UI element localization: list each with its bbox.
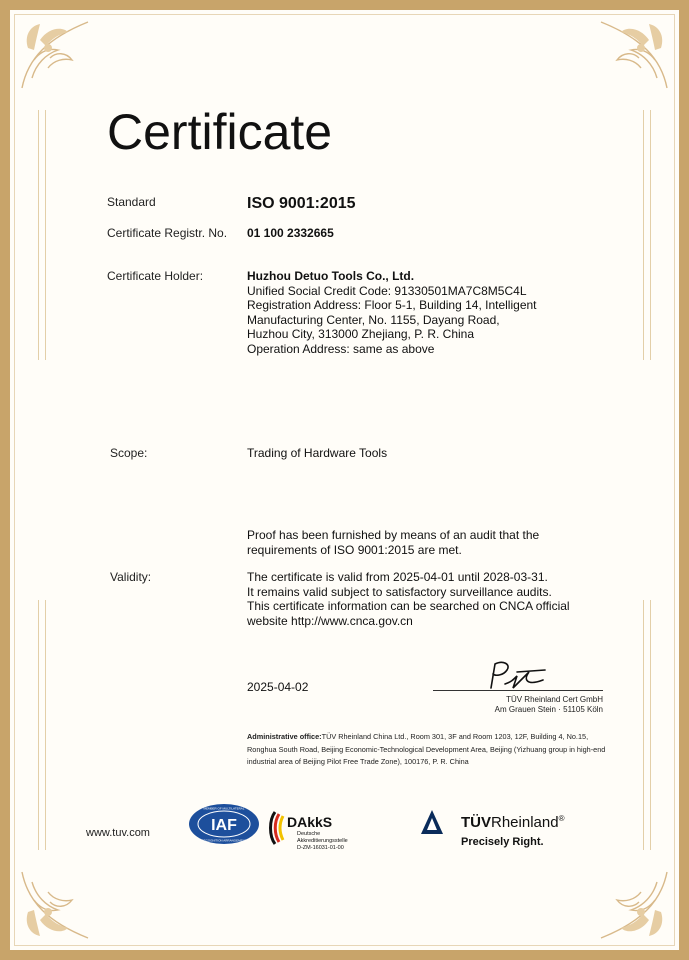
holder-label: Certificate Holder: bbox=[107, 269, 204, 283]
corner-ornament-bottom-left bbox=[18, 868, 92, 942]
corner-ornament-top-right bbox=[597, 18, 671, 92]
svg-text:DAkkS: DAkkS bbox=[287, 814, 333, 830]
admin-office bbox=[247, 731, 617, 769]
issuer-name: TÜV Rheinland Cert GmbH bbox=[506, 695, 603, 704]
corner-ornament-bottom-right bbox=[597, 868, 671, 942]
proof-statement bbox=[247, 528, 539, 557]
signature bbox=[483, 658, 553, 692]
validity-line: It remains valid subject to satisfactory surveillance audits. bbox=[247, 584, 552, 599]
svg-text:Deutsche: Deutsche bbox=[297, 831, 321, 837]
holder-name: Huzhou Detuo Tools Co., Ltd. bbox=[247, 269, 415, 283]
corner-ornament-top-left bbox=[18, 18, 92, 92]
holder-line: Manufacturing Center, No. 1155, Dayang Road, bbox=[247, 312, 500, 327]
registration-label: Certificate Registr. No. bbox=[107, 226, 228, 240]
svg-text:MEMBER OF MULTILATERAL: MEMBER OF MULTILATERAL bbox=[203, 806, 245, 811]
signature-line bbox=[433, 690, 603, 691]
holder-line: Registration Address: Floor 5-1, Building 14, Intelligent bbox=[247, 298, 537, 312]
issue-date: 2025-04-02 bbox=[247, 680, 309, 694]
validity-line: This certificate information can be searched on CNCA official bbox=[247, 599, 570, 613]
tuv-brand-rest: Rheinland bbox=[491, 814, 559, 831]
tuv-registered-mark: ® bbox=[558, 814, 565, 823]
validity-line: The certificate is valid from 2025-04-01 until 2028-03-31. bbox=[247, 570, 548, 584]
tuv-brand-name bbox=[461, 814, 564, 831]
issuer-address bbox=[433, 695, 603, 715]
iaf-logo bbox=[188, 803, 260, 845]
admin-office-label: Administrative office: bbox=[247, 732, 322, 741]
side-ornament-left-bottom bbox=[38, 600, 46, 850]
svg-text:Akkreditierungsstelle: Akkreditierungsstelle bbox=[297, 838, 348, 844]
registration-number: 01 100 2332665 bbox=[247, 226, 334, 240]
proof-line: Proof has been furnished by means of an audit that the bbox=[247, 528, 540, 542]
svg-text:IAF: IAF bbox=[211, 817, 237, 834]
svg-text:D-ZM-16031-01-00: D-ZM-16031-01-00 bbox=[297, 845, 344, 851]
website: www.tuv.com bbox=[86, 827, 150, 839]
scope-label: Scope: bbox=[110, 446, 148, 460]
validity-line: website http://www.cnca.gov.cn bbox=[247, 613, 413, 628]
admin-office-text: TÜV Rheinland China Ltd., Room 301, 3F and Room 1203, 12F, Building 4, No.15, Ronghua South Road, Beijing Economic-Technological Development Area, Beijing (Yizhuang group in high-end industrial area of Beijing Pilot Free Trade Zone), 100176, P. R. China bbox=[247, 732, 606, 766]
dakks-logo bbox=[265, 802, 375, 854]
holder-line: Operation Address: same as above bbox=[247, 341, 435, 356]
standard-value: ISO 9001:2015 bbox=[247, 195, 356, 212]
standard-label: Standard bbox=[107, 195, 156, 209]
side-ornament-right-top bbox=[643, 110, 651, 360]
certificate-title: Certificate bbox=[107, 104, 333, 160]
holder-block bbox=[247, 269, 537, 356]
holder-line: Unified Social Credit Code: 91330501MA7C8M5C4L bbox=[247, 283, 527, 298]
proof-line: requirements of ISO 9001:2015 are met. bbox=[247, 542, 462, 557]
side-ornament-right-bottom bbox=[643, 600, 651, 850]
issuer-street: Am Grauen Stein · 51105 Köln bbox=[494, 705, 603, 714]
side-ornament-left-top bbox=[38, 110, 46, 360]
tuv-triangle-icon bbox=[420, 809, 444, 835]
svg-text:RECOGNITION ARRANGEMENT: RECOGNITION ARRANGEMENT bbox=[201, 838, 247, 843]
validity-block bbox=[247, 570, 570, 628]
tuv-brand-bold: TÜV bbox=[461, 814, 491, 831]
validity-label: Validity: bbox=[110, 570, 152, 584]
tuv-slogan: Precisely Right. bbox=[461, 836, 544, 848]
scope-value: Trading of Hardware Tools bbox=[247, 446, 388, 460]
holder-line: Huzhou City, 313000 Zhejiang, P. R. China bbox=[247, 327, 475, 341]
